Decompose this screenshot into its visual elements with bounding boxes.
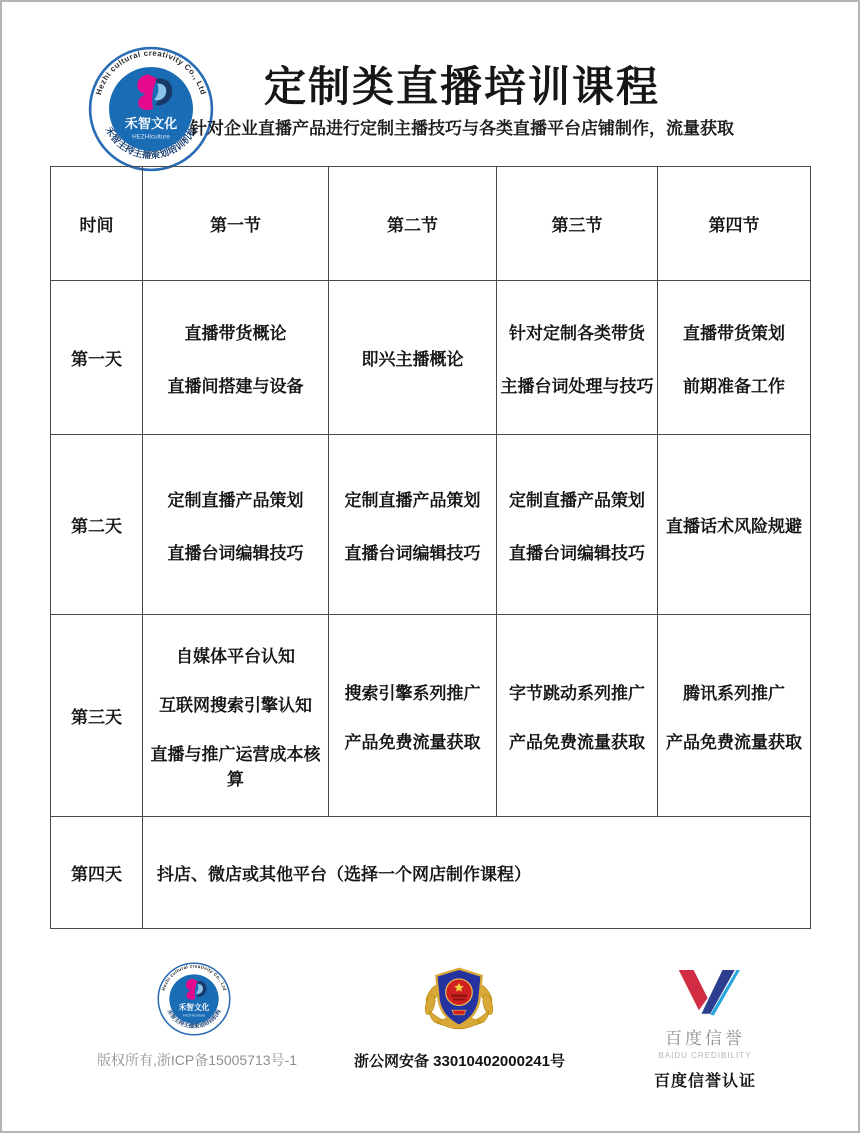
baidu-subtitle: BAIDU CREDIBILITY xyxy=(658,1051,752,1060)
course-cell xyxy=(497,281,658,435)
course-line: 自媒体平台认知 xyxy=(176,646,295,666)
schedule-table-wrap xyxy=(50,166,811,929)
course-line: 直播台词编辑技巧 xyxy=(509,543,645,563)
course-cell xyxy=(143,281,329,435)
header-cell-session-1: 第一节 xyxy=(143,167,329,281)
course-line: 直播带货概论 xyxy=(184,323,287,343)
header-cell-session-3: 第三节 xyxy=(497,167,658,281)
course-line: 腾讯系列推广 xyxy=(683,683,785,703)
course-cell xyxy=(329,615,497,817)
table-row xyxy=(51,615,811,817)
table-row xyxy=(51,435,811,615)
copyright-text: 版权所有,浙ICP备15005713号-1 xyxy=(97,1052,297,1068)
course-cell xyxy=(143,615,329,817)
baidu-credibility-block xyxy=(632,964,778,1091)
course-cell xyxy=(329,435,497,615)
day-label: 第四天 xyxy=(51,817,143,929)
course-cell xyxy=(329,281,497,435)
course-line: 即兴主播概论 xyxy=(361,350,464,369)
course-line: 抖店、微店或其他平台（选择一个网店制作课程） xyxy=(157,865,531,884)
table-row xyxy=(51,817,811,929)
day-label: 第一天 xyxy=(51,281,143,435)
course-line: 直播台词编辑技巧 xyxy=(344,543,481,563)
course-line: 搜索引擎系列推广 xyxy=(344,683,481,703)
course-line: 直播台词编辑技巧 xyxy=(167,543,304,563)
page-title: 定制类直播培训课程 xyxy=(263,63,660,110)
course-cell xyxy=(658,281,811,435)
course-line: 直播带货策划 xyxy=(683,323,785,343)
baidu-caption: 百度信誉认证 xyxy=(653,1073,756,1090)
day-label: 第二天 xyxy=(51,435,143,615)
course-cell xyxy=(658,615,811,817)
baidu-credibility-icon xyxy=(670,964,740,1018)
baidu-title: 百度信誉 xyxy=(665,1029,745,1048)
course-cell xyxy=(497,615,658,817)
course-line: 产品免费流量获取 xyxy=(344,732,481,752)
course-line: 产品免费流量获取 xyxy=(666,732,802,752)
police-badge-icon xyxy=(420,958,498,1042)
company-logo-icon xyxy=(157,962,231,1036)
course-cell xyxy=(658,435,811,615)
course-line: 定制直播产品策划 xyxy=(167,490,304,510)
course-line: 前期准备工作 xyxy=(683,376,785,396)
course-line: 互联网搜索引擎认知 xyxy=(159,695,312,715)
page-subtitle: 针对企业直播产品进行定制主播技巧与各类直播平台店铺制作，流量获取 xyxy=(190,119,734,138)
course-line: 直播与推广运营成本核算 xyxy=(150,744,321,789)
course-line: 直播间搭建与设备 xyxy=(167,376,304,396)
course-line: 定制直播产品策划 xyxy=(344,490,481,510)
course-cell xyxy=(497,435,658,615)
table-row xyxy=(51,281,811,435)
header-cell-session-4: 第四节 xyxy=(658,167,811,281)
day-label: 第三天 xyxy=(51,615,143,817)
course-line: 定制直播产品策划 xyxy=(509,490,645,510)
course-line: 主播台词处理与技巧 xyxy=(500,376,654,396)
header-cell-session-2: 第二节 xyxy=(329,167,497,281)
course-line: 直播话术风险规避 xyxy=(666,517,802,536)
course-cell xyxy=(143,435,329,615)
course-line: 针对定制各类带货 xyxy=(509,323,645,343)
schedule-table xyxy=(50,166,811,929)
course-line: 产品免费流量获取 xyxy=(509,732,645,752)
course-line: 字节跳动系列推广 xyxy=(509,683,645,703)
table-header-row xyxy=(51,167,811,281)
header-cell-time: 时间 xyxy=(51,167,143,281)
course-cell-wide xyxy=(143,817,811,929)
police-record-text: 浙公网安备 33010402000241号 xyxy=(354,1053,565,1070)
